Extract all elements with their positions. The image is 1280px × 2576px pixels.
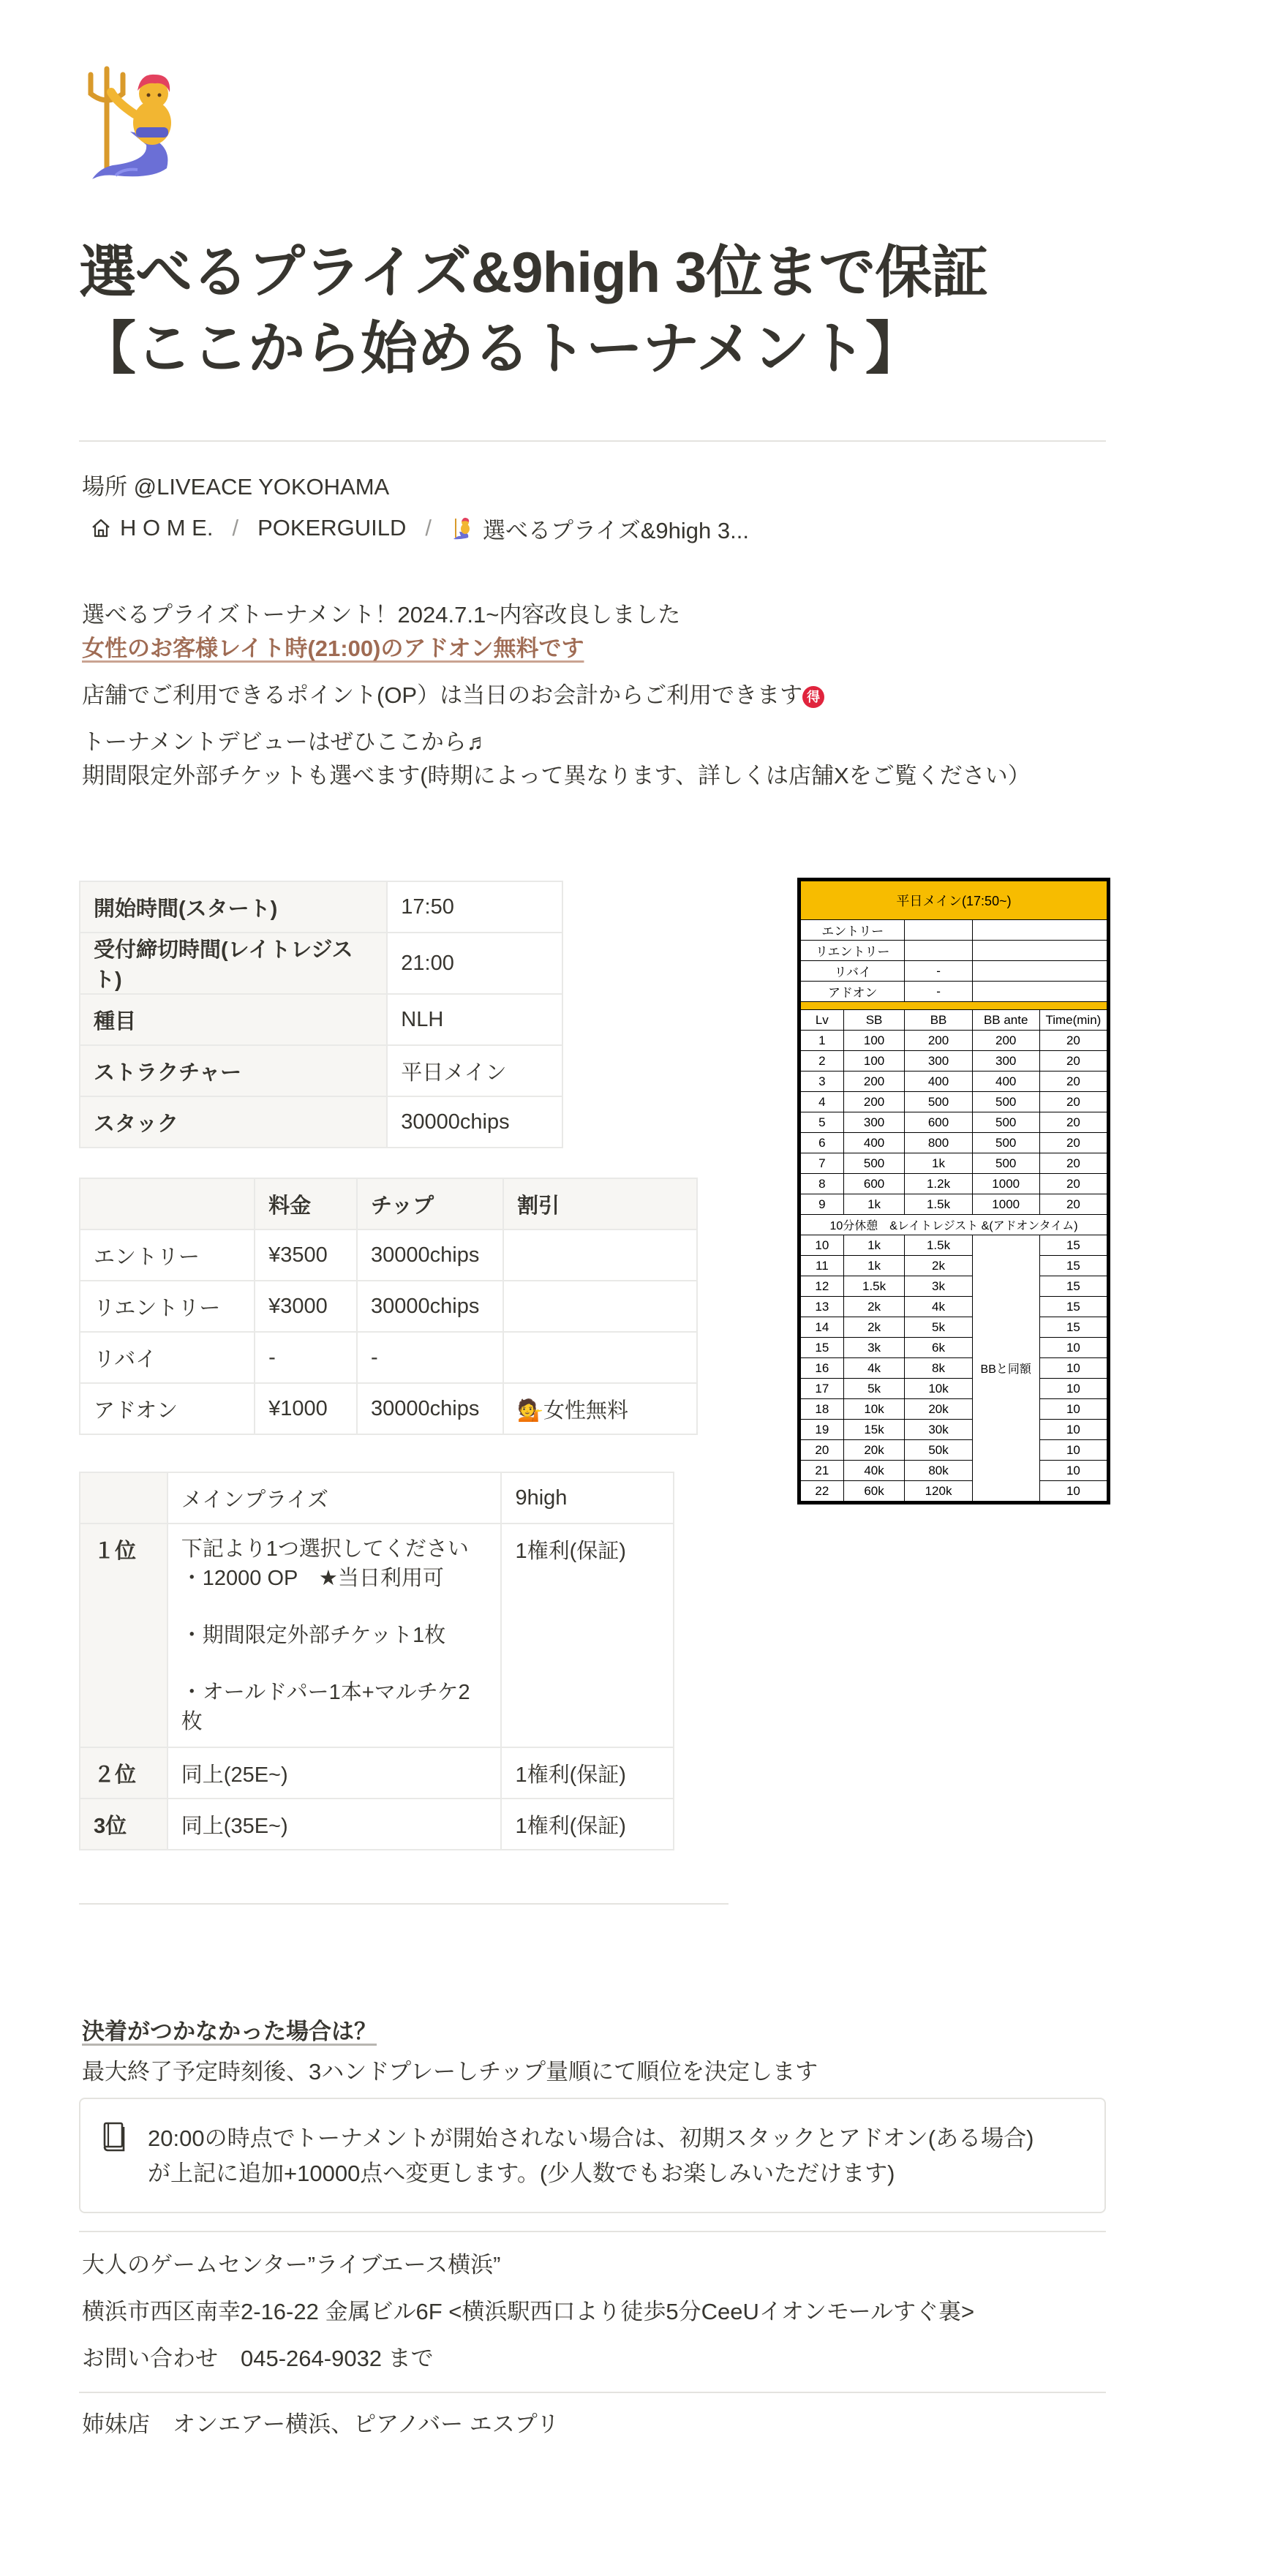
table-header	[80, 1472, 167, 1524]
table-row	[801, 1031, 1107, 1051]
table-row	[80, 1229, 697, 1281]
table-cell: 30000chips	[357, 1229, 503, 1281]
table-cell: 1k	[843, 1256, 905, 1276]
table-row	[801, 1133, 1107, 1153]
table-row	[801, 1420, 1107, 1440]
prize-line: ・期間限定外部チケット1枚	[181, 1624, 446, 1647]
table-cell: リバイ	[801, 961, 905, 982]
table-cell: -	[905, 982, 972, 1002]
table-cell: １位	[80, 1524, 167, 1747]
table-header-row	[80, 1472, 674, 1524]
prize-line: ・12000 OP ★当日利用可	[181, 1567, 444, 1590]
blind-structure-table	[797, 878, 1110, 1504]
table-header-row	[80, 1178, 697, 1229]
table-cell: 100	[843, 1051, 905, 1072]
table-cell: 10	[1039, 1440, 1107, 1461]
merperson-icon	[79, 59, 203, 183]
table-cell	[905, 920, 972, 941]
location-text: 場所 @LIVEACE YOKOHAMA	[82, 474, 390, 500]
table-row	[801, 1338, 1107, 1358]
table-cell: 16	[801, 1358, 844, 1379]
table-cell: リエントリー	[801, 941, 905, 961]
table-row	[801, 1481, 1107, 1502]
table-cell: 2k	[843, 1317, 905, 1338]
table-cell: 20	[1039, 1051, 1107, 1072]
table-row	[801, 1399, 1107, 1420]
ante-note: BBと同額	[972, 1235, 1039, 1502]
table-cell: 200	[843, 1092, 905, 1112]
table-cell: 1権利(保証)	[501, 1799, 674, 1850]
table-row	[801, 1297, 1107, 1317]
table-cell: 1権利(保証)	[501, 1524, 674, 1747]
table-cell: 1	[801, 1031, 844, 1051]
table-row	[801, 1112, 1107, 1133]
table-cell: 200	[905, 1031, 972, 1051]
table-cell	[503, 1281, 697, 1332]
ladies-addon-note: 女性のお客様レイト時(21:00)のアドオン無料です	[82, 636, 584, 661]
table-cell: 20	[1039, 1112, 1107, 1133]
table-cell: 300	[905, 1051, 972, 1072]
table-cell	[972, 961, 1107, 982]
breadcrumb-home[interactable]	[82, 512, 220, 544]
table-cell: 500	[843, 1153, 905, 1174]
table-cell: 20	[801, 1440, 844, 1461]
prize-line: 下記より1つ選択してください	[181, 1537, 469, 1561]
table-header: Time(min)	[1039, 1010, 1107, 1031]
intro-line-1: 選べるプライズトーナメント！2024.7.1~内容改良しました	[82, 602, 681, 628]
tiebreak-text: 最大終了予定時刻後、3ハンドプレーしチップ量順にて順位を決定します	[82, 2059, 818, 2084]
table-cell: 15	[1039, 1235, 1107, 1256]
table-cell: 30000chips	[357, 1383, 503, 1434]
table-cell: 120k	[905, 1481, 972, 1502]
table-cell: 6	[801, 1133, 844, 1153]
structure-title: 平日メイン(17:50~)	[801, 881, 1107, 920]
table-cell: 7	[801, 1153, 844, 1174]
breadcrumb-guild-label: POKERGUILD	[257, 515, 407, 541]
callout-line: 20:00の時点でトーナメントが開始されない場合は、初期スタックとアドオン(ある場合)	[148, 2125, 1034, 2151]
table-cell: 600	[843, 1174, 905, 1194]
table-cell: 1.5k	[843, 1276, 905, 1297]
table-header-row	[801, 1010, 1107, 1031]
table-cell: 600	[905, 1112, 972, 1133]
table-cell	[503, 1229, 697, 1281]
table-cell: スタック	[80, 1096, 387, 1148]
title-line-1: 選べるプライズ&9high 3位まで保証	[79, 240, 988, 304]
table-cell: 19	[801, 1420, 844, 1440]
table-cell: 15	[1039, 1276, 1107, 1297]
table-cell: 1000	[972, 1174, 1039, 1194]
table-cell: 10	[1039, 1420, 1107, 1440]
table-header: BB ante	[972, 1010, 1039, 1031]
table-cell: 80k	[905, 1461, 972, 1481]
table-row	[801, 1153, 1107, 1174]
intro-line-5: 期間限定外部チケットも選べます(時期によって異なります、詳しくは店舗Xをご覧ください）	[82, 763, 1031, 788]
table-cell: 1権利(保証)	[501, 1747, 674, 1799]
table-cell: 10	[1039, 1461, 1107, 1481]
breadcrumb-home-label: H O M E.	[120, 515, 214, 541]
table-cell: 同上(25E~)	[167, 1747, 502, 1799]
table-row	[801, 1379, 1107, 1399]
divider	[801, 1002, 1107, 1010]
table-cell: 300	[843, 1112, 905, 1133]
table-cell: 20	[1039, 1153, 1107, 1174]
table-row	[801, 1194, 1107, 1215]
table-cell: ストラクチャー	[80, 1045, 387, 1096]
table-cell: 10	[1039, 1338, 1107, 1358]
intro-line-4: トーナメントデビューはぜひここから♬	[82, 729, 489, 755]
table-cell	[905, 941, 972, 961]
page-title	[79, 234, 1103, 386]
table-cell: 3位	[80, 1799, 167, 1850]
table-row	[80, 881, 562, 933]
table-cell: 5	[801, 1112, 844, 1133]
table-cell: 17:50	[387, 881, 562, 933]
intro-line-3	[82, 679, 824, 712]
table-cell: ¥1000	[255, 1383, 357, 1434]
table-cell: 30000chips	[357, 1281, 503, 1332]
table-cell	[972, 941, 1107, 961]
table-header: 割引	[503, 1178, 697, 1229]
table-row	[80, 1332, 697, 1383]
table-cell: 400	[905, 1072, 972, 1092]
table-cell: 20	[1039, 1133, 1107, 1153]
table-cell: 500	[972, 1112, 1039, 1133]
table-cell: 14	[801, 1317, 844, 1338]
table-header	[80, 1178, 255, 1229]
table-cell: 6k	[905, 1338, 972, 1358]
table-cell: 20	[1039, 1194, 1107, 1215]
table-cell	[167, 1524, 502, 1747]
table-cell: ２位	[80, 1747, 167, 1799]
divider	[79, 1903, 729, 1905]
table-row	[801, 1276, 1107, 1297]
table-header: 9high	[501, 1472, 674, 1524]
breadcrumb-current[interactable]	[443, 509, 756, 548]
footer-contact: お問い合わせ 045-264-9032 まで	[82, 2346, 434, 2371]
table-cell: 300	[972, 1051, 1039, 1072]
breadcrumb-separator: /	[232, 515, 239, 541]
table-row	[80, 1747, 674, 1799]
table-cell: 200	[843, 1072, 905, 1092]
bargain-badge-icon: 得	[802, 686, 824, 708]
table-cell: 10k	[905, 1379, 972, 1399]
table-cell: エントリー	[80, 1229, 255, 1281]
table-header: チップ	[357, 1178, 503, 1229]
table-cell: 2k	[843, 1297, 905, 1317]
table-cell: 1k	[905, 1153, 972, 1174]
table-cell: -	[255, 1332, 357, 1383]
table-cell: -	[905, 961, 972, 982]
merperson-icon	[451, 516, 475, 541]
table-cell: 21:00	[387, 933, 562, 994]
table-cell: リバイ	[80, 1332, 255, 1383]
table-cell: 15k	[843, 1420, 905, 1440]
table-cell: 500	[972, 1133, 1039, 1153]
table-header: 料金	[255, 1178, 357, 1229]
footer-shop-name: 大人のゲームセンター”ライブエース横浜”	[82, 2252, 501, 2278]
table-cell: アドオン	[80, 1383, 255, 1434]
table-row	[801, 1235, 1107, 1256]
table-cell: 13	[801, 1297, 844, 1317]
table-cell: NLH	[387, 994, 562, 1045]
table-cell: 500	[905, 1092, 972, 1112]
table-cell: エントリー	[801, 920, 905, 941]
table-cell: 20	[1039, 1174, 1107, 1194]
table-cell: リエントリー	[80, 1281, 255, 1332]
breadcrumb-separator: /	[425, 515, 432, 541]
callout-text	[148, 2121, 1084, 2191]
table-cell: 4	[801, 1092, 844, 1112]
table-cell: 30000chips	[387, 1096, 562, 1148]
table-cell: 400	[972, 1072, 1039, 1092]
table-row	[801, 1256, 1107, 1276]
table-cell: 40k	[843, 1461, 905, 1481]
table-cell: アドオン	[801, 982, 905, 1002]
table-row	[801, 1072, 1107, 1092]
callout	[79, 2098, 1106, 2213]
table-cell: 8	[801, 1174, 844, 1194]
fee-table	[79, 1178, 698, 1435]
table-row	[801, 1440, 1107, 1461]
table-cell: 10k	[843, 1399, 905, 1420]
home-icon	[89, 516, 113, 540]
table-cell: 20k	[905, 1399, 972, 1420]
table-cell: 10	[1039, 1481, 1107, 1502]
table-row	[80, 1045, 562, 1096]
table-cell: 1.5k	[905, 1235, 972, 1256]
book-icon	[101, 2121, 129, 2152]
table-cell: 受付締切時間(レイトレジスト)	[80, 933, 387, 994]
table-cell: 20	[1039, 1092, 1107, 1112]
table-header: SB	[843, 1010, 905, 1031]
table-cell: 10	[1039, 1399, 1107, 1420]
table-cell: 8k	[905, 1358, 972, 1379]
breadcrumb-pokerguild[interactable]	[250, 512, 413, 544]
table-cell: 3k	[905, 1276, 972, 1297]
table-cell	[503, 1332, 697, 1383]
table-cell: 200	[972, 1031, 1039, 1051]
table-cell: 1k	[843, 1235, 905, 1256]
table-cell: 10	[1039, 1379, 1107, 1399]
table-cell: 3k	[843, 1338, 905, 1358]
table-cell: 100	[843, 1031, 905, 1051]
table-cell: 20	[1039, 1031, 1107, 1051]
info-table	[79, 881, 563, 1148]
break-row: 10分休憩 &レイトレジスト &(アドオンタイム)	[801, 1215, 1107, 1235]
table-cell	[972, 920, 1107, 941]
table-cell: 4k	[843, 1358, 905, 1379]
table-cell: -	[357, 1332, 503, 1383]
table-cell: 4k	[905, 1297, 972, 1317]
table-cell: 30k	[905, 1420, 972, 1440]
table-row	[801, 1358, 1107, 1379]
table-row	[80, 1096, 562, 1148]
table-row	[801, 1092, 1107, 1112]
table-cell: 20k	[843, 1440, 905, 1461]
table-cell: 22	[801, 1481, 844, 1502]
table-cell: 1.2k	[905, 1174, 972, 1194]
table-cell: 20	[1039, 1072, 1107, 1092]
callout-line: が上記に追加+10000点へ変更します。(少人数でもお楽しみいただけます)	[148, 2161, 895, 2186]
footer-address: 横浜市西区南幸2-16-22 金属ビル6F <横浜駅西口より徒歩5分CeeUイオンモールすぐ裏>	[82, 2299, 975, 2324]
table-cell: 同上(35E~)	[167, 1799, 502, 1850]
table-row	[80, 1383, 697, 1434]
table-cell: 1k	[843, 1194, 905, 1215]
table-cell: 500	[972, 1092, 1039, 1112]
table-cell: 種目	[80, 994, 387, 1045]
table-row	[801, 1051, 1107, 1072]
table-cell: ¥3500	[255, 1229, 357, 1281]
table-cell: 500	[972, 1153, 1039, 1174]
table-cell: 400	[843, 1133, 905, 1153]
table-cell: 17	[801, 1379, 844, 1399]
table-cell: 12	[801, 1276, 844, 1297]
table-row	[801, 1317, 1107, 1338]
title-line-2: 【ここから始めるトーナメント】	[79, 316, 922, 380]
table-cell: 10	[801, 1235, 844, 1256]
table-cell	[972, 982, 1107, 1002]
table-cell: 5k	[843, 1379, 905, 1399]
table-cell: 2	[801, 1051, 844, 1072]
footer-sister-shops: 姉妹店 オンエアー横浜、ピアノバー エスプリ	[82, 2411, 560, 2437]
table-header: メインプライズ	[167, 1472, 502, 1524]
divider	[79, 2231, 1106, 2232]
tiebreak-heading: 決着がつかなかった場合は？	[82, 2019, 377, 2044]
table-cell: 60k	[843, 1481, 905, 1502]
table-cell: 9	[801, 1194, 844, 1215]
table-row	[80, 1799, 674, 1850]
prize-table	[79, 1472, 674, 1850]
table-cell: 15	[1039, 1297, 1107, 1317]
table-header: BB	[905, 1010, 972, 1031]
table-cell: 1.5k	[905, 1194, 972, 1215]
table-cell: 10	[1039, 1358, 1107, 1379]
table-row	[801, 941, 1107, 961]
table-cell: 18	[801, 1399, 844, 1420]
table-header: Lv	[801, 1010, 844, 1031]
table-cell: 3	[801, 1072, 844, 1092]
table-row	[801, 1174, 1107, 1194]
table-cell: 5k	[905, 1317, 972, 1338]
table-cell: 2k	[905, 1256, 972, 1276]
table-cell: 11	[801, 1256, 844, 1276]
table-row	[80, 1524, 674, 1747]
divider	[79, 2392, 1106, 2393]
table-cell: 21	[801, 1461, 844, 1481]
table-cell: 15	[801, 1338, 844, 1358]
breadcrumb-current-label: 選べるプライズ&9high 3...	[482, 517, 749, 543]
table-row	[801, 920, 1107, 941]
table-cell: 800	[905, 1133, 972, 1153]
table-row	[801, 961, 1107, 982]
table-row	[80, 994, 562, 1045]
table-cell: 15	[1039, 1317, 1107, 1338]
table-cell: 1000	[972, 1194, 1039, 1215]
table-row	[80, 1281, 697, 1332]
table-row	[801, 1461, 1107, 1481]
points-note: 店舗でご利用できるポイント(OP）は当日のお会計からご利用できます	[82, 682, 803, 708]
table-cell: 開始時間(スタート)	[80, 881, 387, 933]
table-cell: ¥3000	[255, 1281, 357, 1332]
divider	[79, 440, 1106, 442]
table-row	[80, 933, 562, 994]
table-row	[801, 982, 1107, 1002]
prize-line: ・オールドパー1本+マルチケ2枚	[181, 1681, 470, 1733]
table-cell: 50k	[905, 1440, 972, 1461]
breadcrumb	[82, 512, 756, 544]
table-cell: 💁女性無料	[503, 1383, 697, 1434]
table-cell: 15	[1039, 1256, 1107, 1276]
intro-line-2	[82, 632, 584, 666]
table-cell: 平日メイン	[387, 1045, 562, 1096]
